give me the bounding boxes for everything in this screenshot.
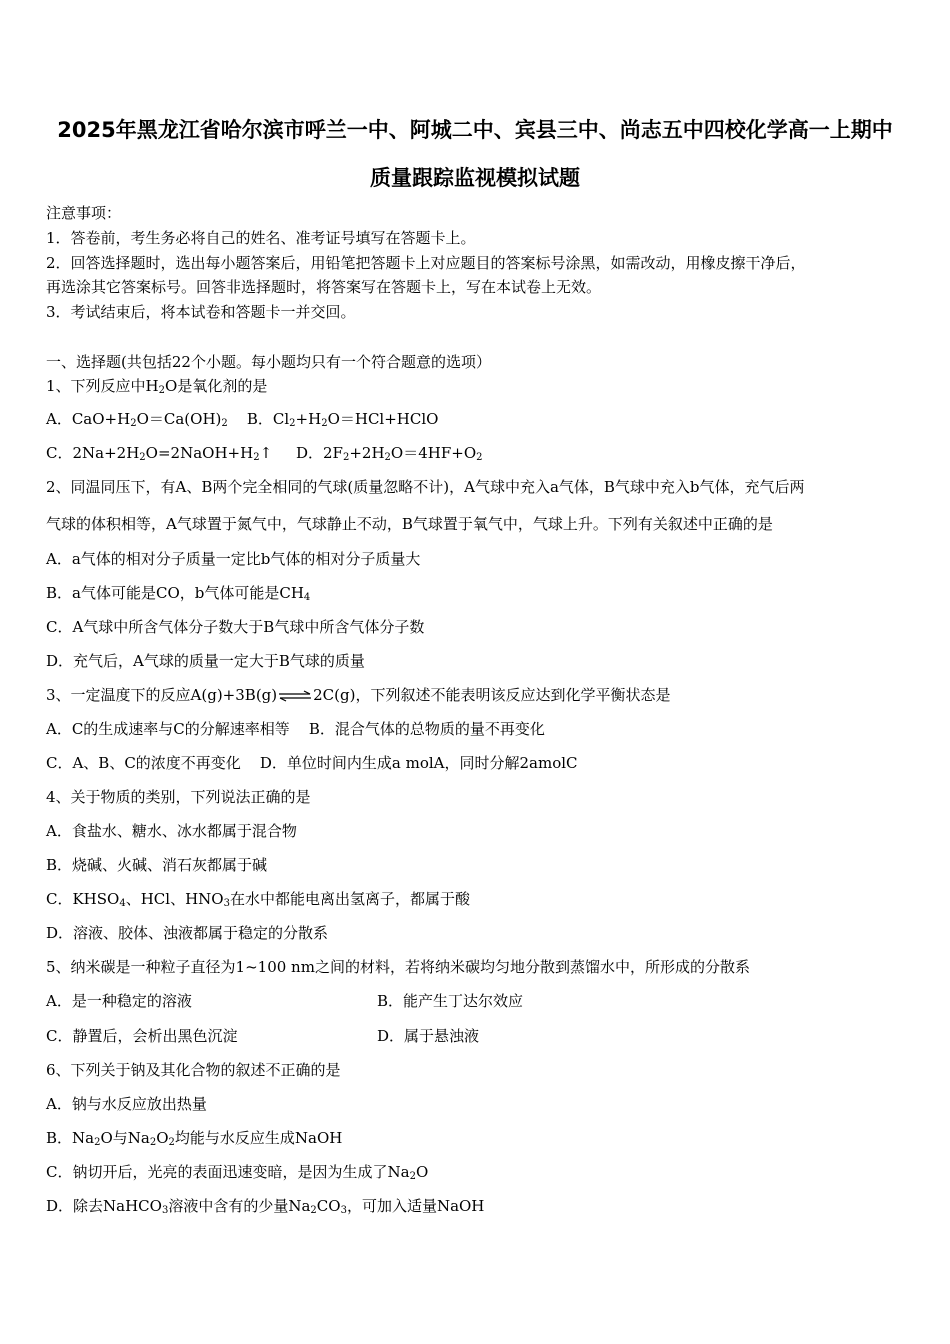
notice-item-2-cont: 再选涂其它答案标号。回答非选择题时，将答案写在答题卡上，写在本试卷上无效。 <box>46 278 602 296</box>
q6-option-d: D．除去NaHCO$_3$溶液中含有的少量$Na_2CO_3$，可加入适量NaOH <box>46 1197 485 1216</box>
q5-option-a: A．是一种稳定的溶液 <box>46 992 192 1010</box>
q4-option-b: B．烧碱、火碱、消石灰都属于碱 <box>46 856 268 874</box>
q4-option-a: A．食盐水、糖水、冰水都属于混合物 <box>46 822 297 840</box>
q3-option-b: B．混合气体的总物质的量不再变化 <box>308 720 545 738</box>
q5-stem: 5、纳米碳是一种粒子直径为1~100 nm之间的材料，若将纳米碳均匀地分散到蒸馏水中，所形成的分散系 <box>46 958 750 976</box>
equilibrium-arrow-icon <box>277 690 313 702</box>
q6-option-a: A．钠与水反应放出热量 <box>46 1095 207 1113</box>
notice-item-3: 3．考试结束后，将本试卷和答题卡一并交回。 <box>46 303 356 321</box>
q3-option-c: C．A、B、C的浓度不再变化 <box>46 754 241 772</box>
q1-option-d: D．$2F_2+2H_2O=4HF+O_2$ <box>295 444 483 463</box>
q2-option-d: D．充气后，A气球的质量一定大于B气球的质量 <box>46 652 365 670</box>
q4-option-d: D．溶液、胶体、浊液都属于稳定的分散系 <box>46 924 329 942</box>
q3-option-a: A．C的生成速率与C的分解速率相等 <box>46 720 290 738</box>
q2-option-c: C．A气球中所含气体分子数大于B气球中所含气体分子数 <box>46 618 425 636</box>
q3-options-cd <box>46 753 578 773</box>
q1-option-a: A．$CaO+H_2O=Ca(OH)_2$ <box>46 410 228 429</box>
q6-option-c: C．钠切开后，光亮的表面迅速变暗，是因为生成了$Na_2O$ <box>46 1163 429 1182</box>
q1-options-ab <box>46 409 438 429</box>
q1-option-c: C．$2Na+2H_2O=2NaOH+H_2↑$ <box>46 444 273 463</box>
q4-option-c: C．$KHSO_4$、HCl、$HNO_3$在水中都能电离出氢离子，都属于酸 <box>46 890 470 909</box>
notice-item-2: 2．回答选择题时，选出每小题答案后，用铅笔把答题卡上对应题目的答案标号涂黑，如需改动，用橡皮擦干净后， <box>46 254 806 272</box>
q5-option-c: C．静置后，会析出黑色沉淀 <box>46 1027 238 1045</box>
q3-stem: 3、一定温度下的反应A(g)+3B(g) 2C(g)，下列叙述不能表明该反应达到化学平衡状态是 <box>46 686 671 704</box>
q1-options-cd <box>46 443 483 463</box>
q6-stem: 6、下列关于钠及其化合物的叙述不正确的是 <box>46 1061 341 1079</box>
q3-options-ab <box>46 719 545 739</box>
q2-stem-line-1: 2、同温同压下，有A、B两个完全相同的气球(质量忽略不计)，A气球中充入a气体，B气球中充入b气体，充气后两 <box>46 478 805 496</box>
page-title-line-2: 质量跟踪监视模拟试题 <box>370 166 580 190</box>
notice-item-1: 1．答卷前，考生务必将自己的姓名、准考证号填写在答题卡上。 <box>46 229 476 247</box>
q2-stem-line-2: 气球的体积相等，A气球置于氮气中，气球静止不动，B气球置于氧气中，气球上升。下列有关叙述中正确的是 <box>46 515 773 533</box>
q5-option-b: B．能产生丁达尔效应 <box>377 992 524 1010</box>
q4-stem: 4、关于物质的类别，下列说法正确的是 <box>46 788 311 806</box>
q1-option-b: B．$Cl_2+H_2O=HCl+HClO$ <box>246 410 439 429</box>
q6-option-b: B．$Na_2O$与$Na_2O_2$均能与水反应生成NaOH <box>46 1129 343 1148</box>
q2-option-b: B．a气体可能是CO，b气体可能是$CH_4$ <box>46 584 311 603</box>
notice-heading: 注意事项： <box>46 204 122 222</box>
page-title-line-1: 2025年黑龙江省哈尔滨市呼兰一中、阿城二中、宾县三中、尚志五中四校化学高一上期中 <box>57 118 893 142</box>
q3-option-d: D．单位时间内生成a molA，同时分解2amolC <box>259 754 578 772</box>
q1-stem: 1、下列反应中$H_2O$是氧化剂的是 <box>46 377 268 396</box>
section-heading: 一、选择题(共包括22个小题。每小题均只有一个符合题意的选项） <box>46 353 491 371</box>
q5-option-d: D．属于悬浊液 <box>377 1027 480 1045</box>
q2-option-a: A．a气体的相对分子质量一定比b气体的相对分子质量大 <box>46 550 421 568</box>
